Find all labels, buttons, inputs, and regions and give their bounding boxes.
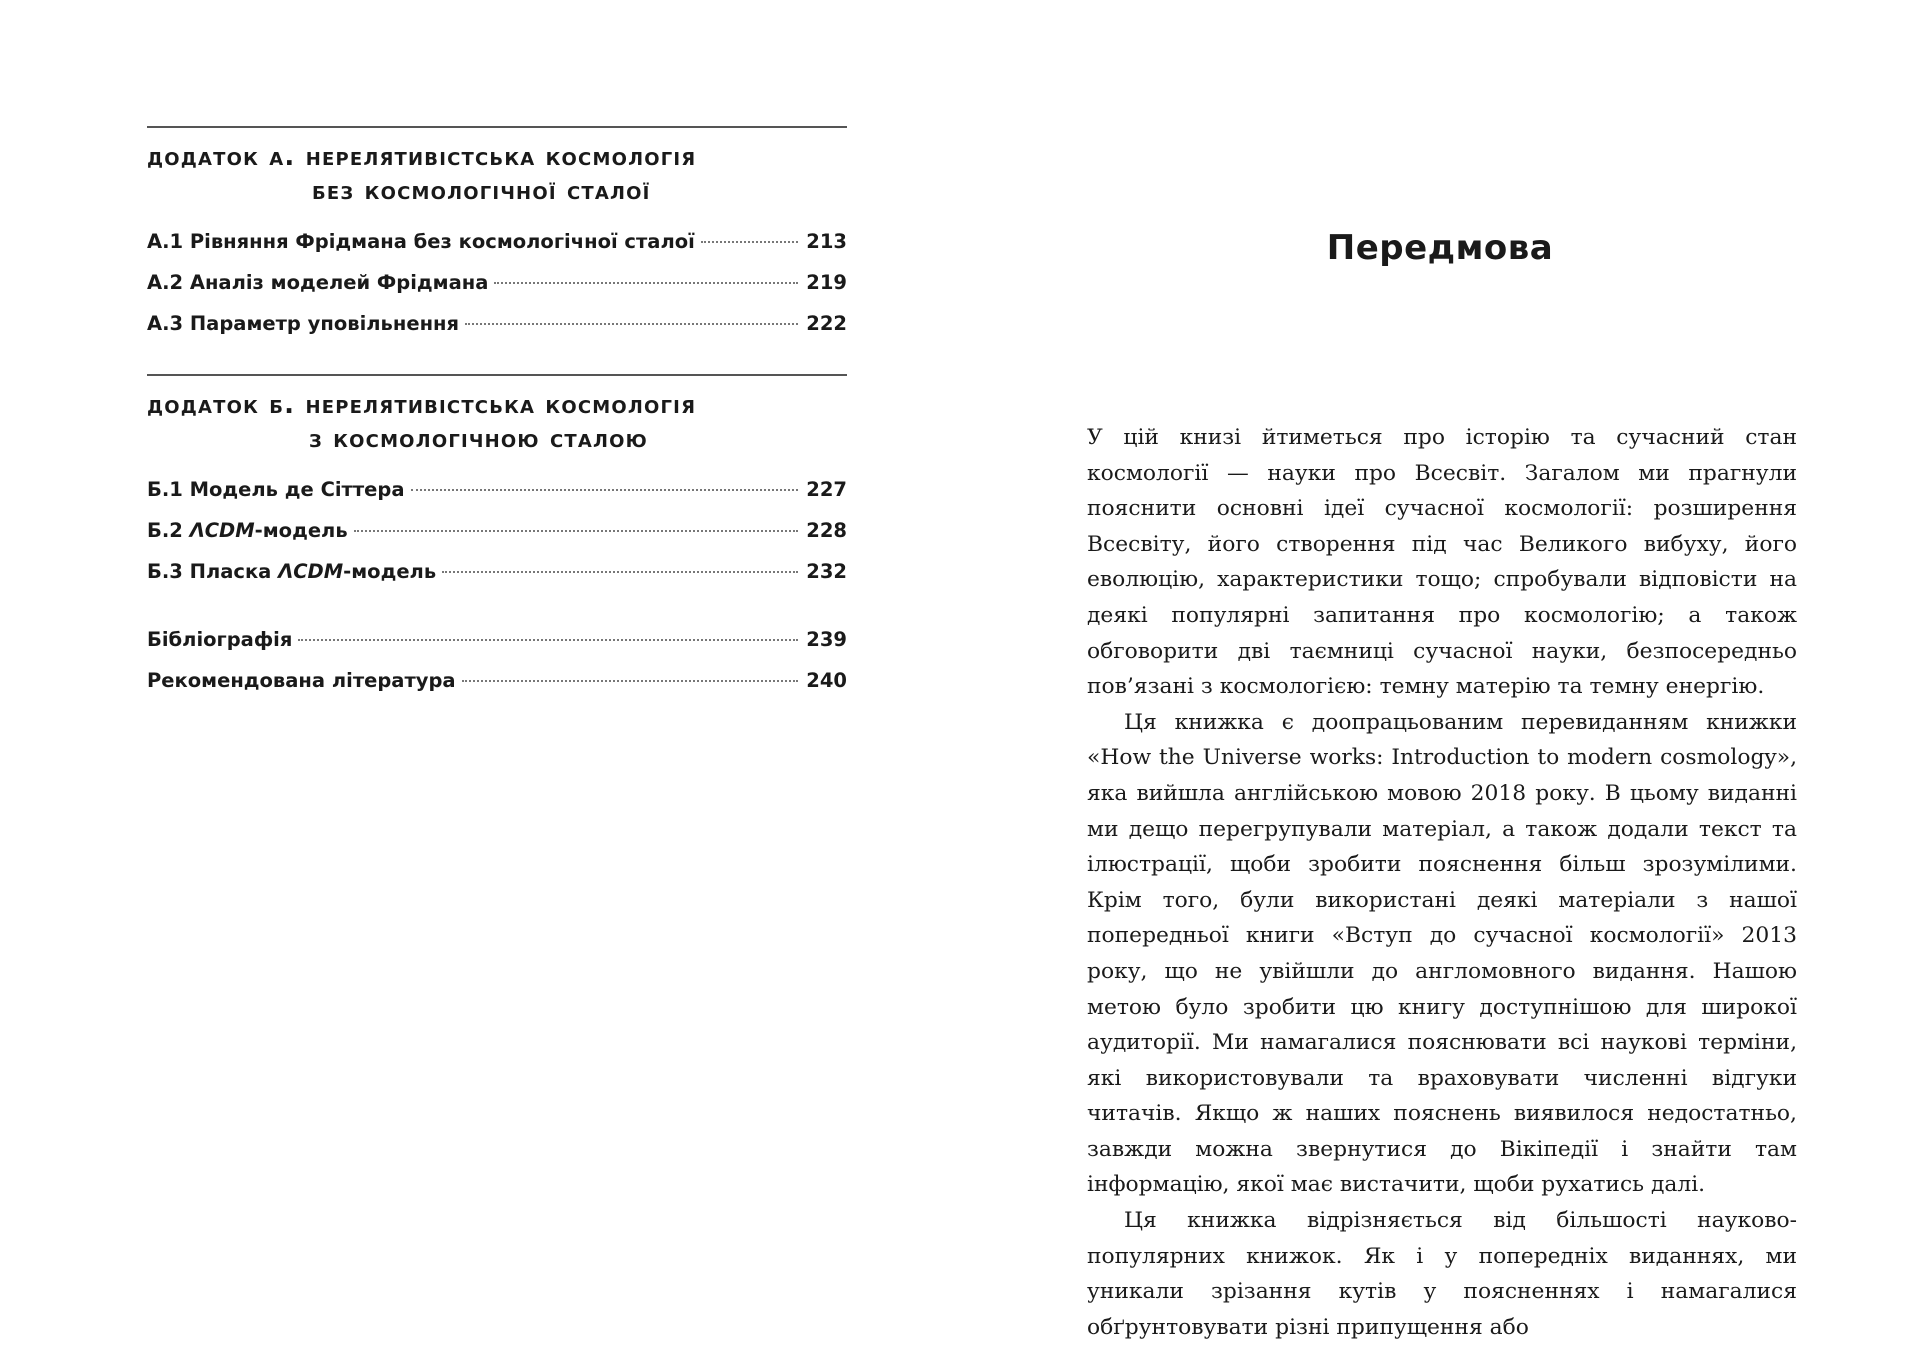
preface-paragraph: У цій книзі йтиметься про історію та сучасний стан космології — науки про Всесвіт. Загалом ми прагнули пояснити основні ідеї сучасної космології: розширення Всесвіту, його створення під час Великого вибуху, його еволюцію, характеристики тощо; спробували відповісти на деякі популярні запитання про космологію; а також обговорити дві таємниці сучасної науки, безпосередньо пов’язані з космологією: темну матерію та темну енергію. xyxy=(1087,425,1797,700)
appendix-b-entries xyxy=(147,478,847,601)
toc-entry-page: 219 xyxy=(806,271,847,294)
preface-paragraph: Ця книжка відрізняється від більшості науково-популярних книжок. Як і у попередніх виданнях, ми уникали зрізання кутів у поясненнях і намагалися обґрунтовувати різні припущення або xyxy=(1087,1208,1797,1340)
toc-leader-dots xyxy=(411,489,799,491)
toc-entry-text: Б.1 Модель де Сіттера xyxy=(147,478,405,501)
toc-entry-suffix: -модель xyxy=(254,519,348,542)
appendix-a-rule xyxy=(147,126,847,128)
preface-body xyxy=(1087,420,1797,1345)
toc-entry-page: 240 xyxy=(806,669,847,692)
toc-entry-label: А.3 Параметр уповільнення xyxy=(147,312,460,335)
preface-title: Передмова xyxy=(1326,228,1554,268)
appendix-b-title-line2: з космологічною сталою xyxy=(309,424,648,454)
appendix-a-title-line2: без космологічної сталої xyxy=(312,176,651,206)
appendix-b-rule xyxy=(147,374,847,376)
lambda-cdm-text: ΛCDM xyxy=(278,560,344,583)
appendix-a-section xyxy=(147,126,847,353)
toc-leader-dots xyxy=(298,639,798,641)
toc-back-matter xyxy=(147,628,847,710)
toc-entry-page: 228 xyxy=(806,519,847,542)
toc-entry-a3[interactable] xyxy=(147,312,847,353)
toc-entry-b3[interactable] xyxy=(147,560,847,601)
toc-leader-dots xyxy=(701,241,798,243)
toc-entry-b2[interactable] xyxy=(147,519,847,560)
toc-entry-suffix: -модель xyxy=(343,560,437,583)
right-page xyxy=(960,0,1920,1340)
toc-leader-dots xyxy=(442,571,798,573)
toc-entry-page: 232 xyxy=(806,560,847,583)
appendix-a-entries xyxy=(147,230,847,353)
toc-entry-a1[interactable] xyxy=(147,230,847,271)
toc-leader-dots xyxy=(462,680,799,682)
toc-entry-label: Бібліографія xyxy=(147,628,293,651)
appendix-b-section xyxy=(147,374,847,601)
toc-entry-page: 222 xyxy=(806,312,847,335)
toc-entry-label: А.1 Рівняння Фрідмана без космологічної сталої xyxy=(147,230,695,253)
preface-paragraph: Ця книжка є доопрацьованим перевиданням книжки «How the Universe works: Introduction to modern cosmology», яка вийшла англійською мовою 2018 року. В цьому виданні ми дещо перегрупували матеріал, а також додали текст та ілюстрації, щоби зробити пояснення більш зрозумілими. Крім того, були використані деякі матеріали з нашої попередньої книги «Вступ до сучасної космології» 2013 року, що не увійшли до англомовного видання. Нашою метою було зробити цю книгу доступнішою для широкої аудиторії. Ми намагалися пояснювати всі наукові терміни, які використовували та враховувати численні відгуки читачів. Якщо ж наших пояснень виявилося недостатньо, завжди можна звернутися до Вікіпедії і знайти там інформацію, якої має вистачити, щоби рухатись далі. xyxy=(1087,709,1797,1198)
appendix-b-title xyxy=(147,388,847,456)
toc-entry-page: 213 xyxy=(806,230,847,253)
toc-entry-bibliography[interactable] xyxy=(147,628,847,669)
appendix-a-title-line1: додаток а. нерелятивістська космологія xyxy=(147,142,697,172)
toc-leader-dots xyxy=(494,282,798,284)
toc-entry-label xyxy=(147,478,411,501)
lambda-cdm-text: ΛCDM xyxy=(189,519,255,542)
toc-entry-page: 227 xyxy=(806,478,847,501)
appendix-b-title-line1: додаток б. нерелятивістська космологія xyxy=(147,390,697,420)
toc-entry-b1[interactable] xyxy=(147,478,847,519)
toc-leader-dots xyxy=(354,530,799,532)
toc-entry-label xyxy=(147,560,442,583)
toc-entry-text: Б.3 Пласка xyxy=(147,560,279,583)
toc-entry-text: Б.2 xyxy=(147,519,190,542)
left-page xyxy=(0,0,960,1325)
toc-entry-page: 239 xyxy=(806,628,847,651)
toc-entry-a2[interactable] xyxy=(147,271,847,312)
toc-entry-label xyxy=(147,519,354,542)
appendix-a-title xyxy=(147,140,847,208)
toc-leader-dots xyxy=(465,323,798,325)
toc-entry-recommended-literature[interactable] xyxy=(147,669,847,710)
toc-entry-label: Рекомендована література xyxy=(147,669,456,692)
toc-entry-label: А.2 Аналіз моделей Фрідмана xyxy=(147,271,489,294)
